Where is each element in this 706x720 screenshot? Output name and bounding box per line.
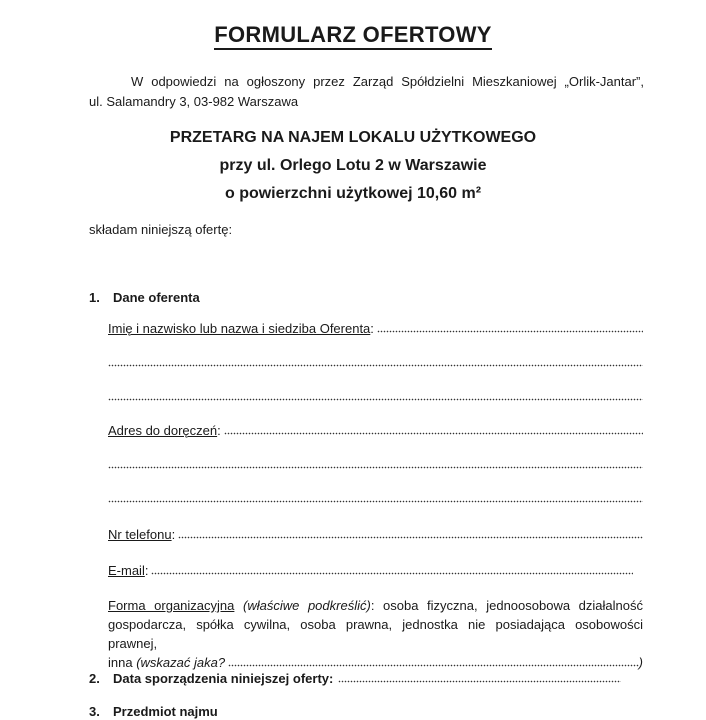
- organizational-form-other-prefix: inna: [108, 655, 137, 670]
- intro-paragraph: [89, 72, 644, 112]
- intro-line-2: ul. Salamandry 3, 03-982 Warszawa: [89, 94, 299, 109]
- email-colon: :: [144, 563, 149, 578]
- address-colon: :: [217, 423, 221, 438]
- email-field[interactable]: [108, 561, 633, 581]
- phone-colon: :: [171, 527, 176, 542]
- organizational-form-block: [108, 596, 643, 672]
- tender-heading-line-2: przy ul. Orlego Lotu 2 w Warszawie: [219, 157, 487, 174]
- section-3-number: 3.: [89, 704, 100, 719]
- email-dotted-line[interactable]: [151, 561, 633, 575]
- address-dotted-line-2[interactable]: [108, 455, 643, 469]
- section-1-title: Dane oferenta: [113, 290, 200, 305]
- offeror-name-line-3[interactable]: [108, 387, 643, 407]
- phone-label: Nr telefonu: [108, 527, 172, 542]
- form-title: [0, 22, 706, 48]
- offeror-name-dotted-line-3[interactable]: [108, 387, 643, 401]
- offeror-name-colon: :: [370, 321, 374, 336]
- organizational-form-options-1: : osoba fizyczna, jednoosobowa działalność: [370, 598, 643, 613]
- offeror-name-dotted-line[interactable]: [377, 319, 643, 333]
- section-3-title: Przedmiot najmu: [113, 704, 218, 719]
- offeror-name-label: Imię i nazwisko lub nazwa i siedziba Oferenta: [108, 321, 371, 336]
- section-2-number: 2.: [89, 671, 100, 686]
- address-field[interactable]: [108, 421, 643, 441]
- address-line-3[interactable]: [108, 489, 643, 509]
- organizational-form-label: Forma organizacyjna: [108, 598, 235, 613]
- address-label: Adres do doręczeń: [108, 423, 218, 438]
- tender-heading-line-3: o powierzchni użytkowej 10,60 m²: [224, 185, 482, 202]
- tender-heading-line-1: PRZETARG NA NAJEM LOKALU UŻYTKOWEGO: [169, 129, 537, 146]
- section-1-number: 1.: [89, 290, 100, 305]
- address-line-2[interactable]: [108, 455, 643, 475]
- phone-field[interactable]: [108, 525, 643, 545]
- submit-offer-text: składam niniejszą ofertę:: [89, 222, 233, 237]
- offeror-name-dotted-line-2[interactable]: [108, 353, 643, 367]
- address-dotted-line-3[interactable]: [108, 489, 643, 503]
- offeror-name-line-2[interactable]: [108, 353, 643, 373]
- form-title-text: FORMULARZ OFERTOWY: [214, 22, 492, 50]
- intro-line-1: W odpowiedzi na ogłoszony przez Zarząd Spółdzielni Mieszkaniowej „Orlik-Jantar”,: [131, 74, 644, 89]
- phone-dotted-line[interactable]: [178, 525, 643, 539]
- organizational-form-hint: (właściwe podkreślić): [243, 598, 371, 613]
- address-dotted-line[interactable]: [224, 421, 643, 435]
- email-label: E-mail: [108, 563, 145, 578]
- organizational-form-other-hint: (wskazać jaka?: [136, 655, 226, 670]
- offeror-name-field[interactable]: [108, 319, 643, 339]
- section-2-header[interactable]: [89, 669, 621, 689]
- organizational-form-other-dotted-line[interactable]: [228, 653, 639, 667]
- offer-date-dotted-line[interactable]: [338, 669, 621, 683]
- section-2-title: Data sporządzenia niniejszej oferty:: [113, 671, 334, 686]
- organizational-form-other-close: ): [638, 655, 643, 670]
- organizational-form-line-1: [108, 596, 643, 615]
- section-3-header: [89, 704, 218, 719]
- section-1-header: [89, 290, 200, 305]
- organizational-form-options-2: gospodarcza, spółka cywilna, osoba prawna, jednostka nie posiadająca osobowości prawnej,: [108, 617, 643, 651]
